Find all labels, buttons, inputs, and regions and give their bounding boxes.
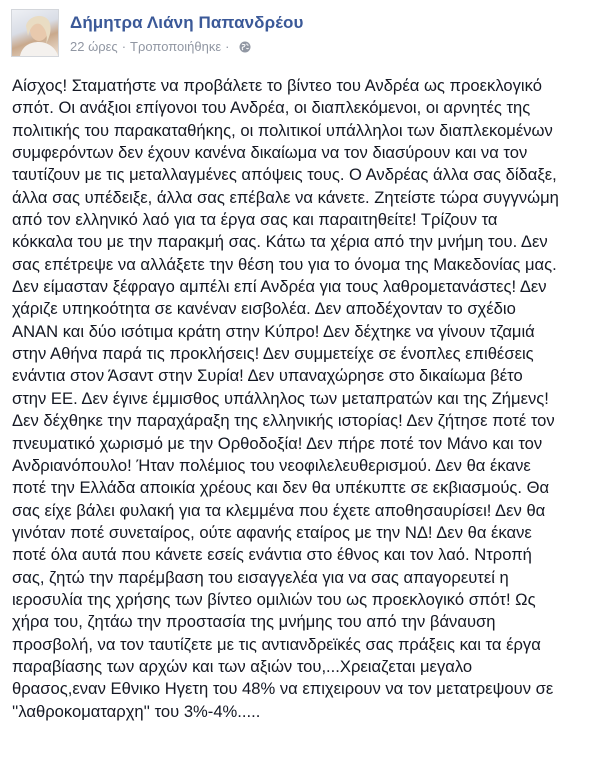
post-text-line: ενάντια στον Άσαντ στην Συρία! Δεν υπαναχώρησε στο δικαίωμα βέτο	[12, 366, 523, 386]
post-text-line: προσβολή, να τον ταυτίζετε με τις αντιανδρεϊκές σας πράξεις και τα έργα	[12, 634, 541, 654]
post-text-line: ποτέ την Ελλάδα αποικία χρέους και δεν θα υπέκυπτε σε εκβιασμούς. Θα	[12, 478, 550, 498]
edited-label[interactable]: Τροποποιήθηκε	[130, 39, 222, 54]
post-meta	[70, 9, 303, 54]
post-text-line: συμφερόντων δεν έχουν κανένα δικαίωμα να τον διασύρουν και να τον	[12, 143, 528, 163]
post-text-line: Αίσχος! Σταματήστε να προβάλετε το βίντεο του Ανδρέα ως προεκλογικό	[12, 76, 542, 95]
post-text-line: πολιτικής του παρακαταθήκης, οι πολιτικοί υπάλληλοι των διαπλεκομένων	[12, 120, 553, 140]
post-text-line: Ανδριανόπουλο! Ήταν πολέμιος του νεοφιλελευθερισμού. Δεν θα έκανε	[12, 455, 531, 475]
post-text-line: θρασος,εναν Εθνικο Ηγετη του 48% να επιχειρουν να τον μετατρεψουν σε	[12, 679, 554, 699]
globe-icon[interactable]	[239, 41, 251, 53]
post-text-line: άλλα σας υπέδειξε, άλλα σας επέβαλε να κάνετε. Ζητείστε τώρα συγγνώμη	[12, 187, 559, 207]
separator-dot: ·	[225, 39, 230, 54]
post-text-line: σπότ. Οι ανάξιοι επίγονοι του Ανδρέα, οι διαπλεκόμενοι, οι αρνητές της	[12, 98, 531, 118]
avatar[interactable]	[11, 9, 59, 57]
post-text-line: ταυτίζουν με τις μεταλλαγμένες απόψεις τους. Ο Ανδρέας άλλα σας δίδαξε,	[12, 165, 557, 185]
separator-dot: ·	[121, 39, 127, 54]
post-text-line: ΑΝΑΝ και δύο ισότιμα κράτη στην Κύπρο! Δεν δέχτηκε να γίνουν τζαμιά	[12, 321, 535, 341]
post-text-line: από τον ελληνικό λαό για τα έργα σας και παραιτηθείτε! Τρίζουν τα	[12, 210, 498, 230]
post-text-line: ποτέ όλα αυτά που κάνετε εσείς ενάντια στο έθνος και τον λαό. Ντροπή	[12, 545, 532, 565]
post-text-line: ''λαθροκοματαρχη'' του 3%-4%.....	[12, 701, 261, 721]
post-header	[11, 9, 303, 57]
post-text-line: πνευματικό χωρισμό με την Ορθοδοξία! Δεν πήρε ποτέ τον Μάνο και τον	[12, 433, 543, 453]
post-body-text	[12, 75, 596, 723]
post-text-line: χάριζε υπηκοότητα σε κανέναν εισβολέα. Δεν αποδέχονταν το σχέδιο	[12, 299, 516, 319]
post-text-line: Δεν δέχθηκε την παραχάραξη της ελληνικής ιστορίας! Δεν ζήτησε ποτέ τον	[12, 411, 555, 431]
post-text-line: γινόταν ποτέ συνεταίρος, ούτε αφανής εταίρος με την ΝΔ! Δεν θα έκανε	[12, 522, 532, 542]
profile-photo-icon	[12, 10, 58, 56]
post-text-line: Δεν είμασταν ξέφραγο αμπέλι επί Ανδρέα για τους λαθρομετανάστες! Δεν	[12, 277, 547, 297]
post-text-line: ιεροσυλία της χρήσης των βίντεο ομιλιών του ως προεκλογικό σπότ! Ως	[12, 589, 536, 609]
post-text-line: κόκκαλα του με την παρακμή σας. Κάτω τα χέρια από την μνήμη του. Δεν	[12, 232, 548, 252]
author-name-link[interactable]: Δήμητρα Λιάνη Παπανδρέου	[70, 13, 304, 32]
post-text-line: σας, ζητώ την παρέμβαση του εισαγγελέα για να σας απαγορευτεί η	[12, 567, 509, 587]
post-text-line: στην Αθήνα παρά τις προκλήσεις! Δεν συμμετείχε σε ένοπλες επιθέσεις	[12, 344, 534, 364]
post-text-line: σας είχε βάλει φυλακή για τα κλεμμένα που έχετε αποθησαυρίσει! Δεν θα	[12, 500, 546, 520]
post-subline	[70, 39, 303, 54]
post-text-line: παραβίασης των αρχών και των αξιών του,...Χρειαζεται μεγαλο	[12, 656, 473, 676]
post-text-line: χήρα του, ζητάω την προστασία της μνήμης του από την βάναυση	[12, 612, 496, 632]
post-timestamp[interactable]: 22 ώρες	[70, 39, 118, 54]
post-text-line: σας επέτρεψε να αλλάξετε την θέση του για το όνομα της Μακεδονίας μας.	[12, 254, 557, 274]
post-text-line: στην ΕΕ. Δεν έγινε έμμισθος υπάλληλος των μεταπρατών και της Ζήμενς!	[12, 388, 549, 408]
